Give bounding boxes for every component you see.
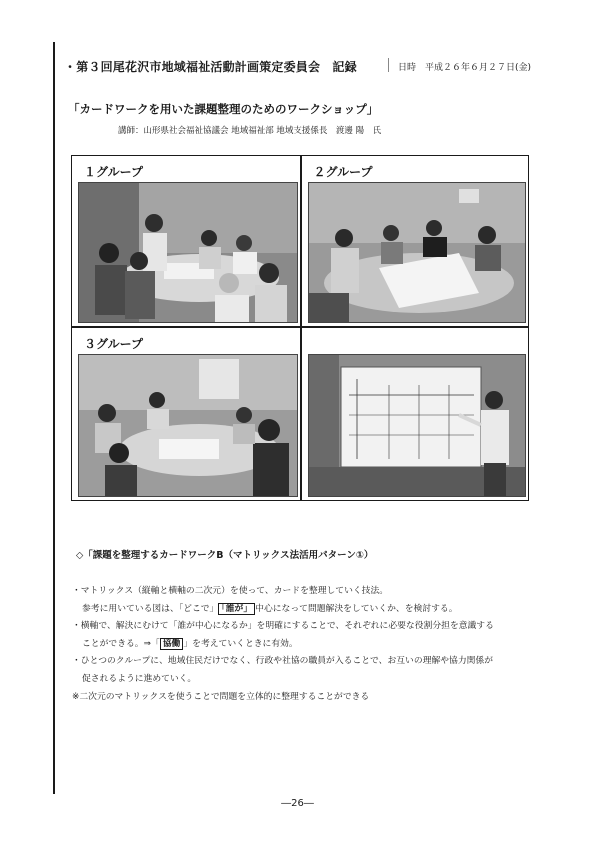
group3-label: ３グループ [84, 336, 144, 351]
matrix-photo-image [309, 355, 525, 496]
header-date: 日時 平成２６年６月２７日(金) [398, 63, 532, 73]
group2-photo [308, 182, 526, 323]
body-line-4 [72, 636, 542, 654]
body-line-2-emphasis: 「誰が」 [218, 603, 255, 615]
group3-photo [78, 354, 298, 497]
body-line-4-emphasis: 協働 [160, 638, 184, 650]
group2-label: ２グループ [313, 165, 373, 179]
body-line-2 [72, 601, 542, 619]
workshop-title: 「カードワークを用いた課題整理のためのワークショップ」 [68, 102, 379, 116]
photo-cell-group2 [302, 156, 529, 326]
group1-photo [78, 182, 298, 323]
group1-label: １グループ [84, 165, 144, 179]
margin-rule [53, 42, 55, 794]
section-heading: ◇「課題を整理するカードワークB（マトリックス法活用パターン①） [76, 550, 374, 561]
body-line-3: ・横軸で、解決にむけて「誰が中心になるか」を明確にすることで、それぞれに必要な役割分担を意識する [72, 621, 494, 632]
body-line-4-c: 」を考えていくときに有効。 [183, 638, 298, 649]
group3-photo-image [79, 355, 297, 496]
matrix-whiteboard-photo [308, 354, 526, 497]
header-title: ・第３回尾花沢市地域福祉活動計画策定委員会 記録 [64, 60, 357, 74]
body-line-2-a: 参考に用いている図は、「どこで」 [82, 603, 219, 614]
body-text [72, 583, 542, 706]
photo-grid [71, 155, 529, 501]
photo-cell-matrix [302, 328, 529, 500]
group2-photo-image [309, 183, 525, 322]
photo-cell-group1 [72, 156, 300, 326]
lecturer-line: 講師：山形県社会福祉協議会 地域福祉部 地域支援係長 渡邊 陽 氏 [118, 126, 382, 136]
body-line-2-c: 中心になって問題解決をしていくか、を検討する。 [255, 603, 458, 614]
group1-photo-image [79, 183, 297, 322]
header-divider [388, 58, 389, 72]
body-line-7: ※二次元のマトリックスを使うことで問題を立体的に整理することができる [72, 691, 370, 702]
body-line-4-a: ことができる。⇒「 [82, 638, 160, 649]
photo-cell-group3 [72, 328, 300, 500]
body-line-1: ・マトリックス（縦軸と横軸の二次元）を使って、カードを整理していく技法。 [72, 586, 389, 596]
page-number: ―26― [281, 798, 314, 809]
body-line-5: ・ひとつのクループに、地域住民だけでなく、行政や社協の職員が入ることで、お互いの理解や協力関係が [72, 656, 494, 667]
page-header [64, 58, 544, 76]
body-line-6: 促されるように進めていく。 [82, 673, 197, 684]
